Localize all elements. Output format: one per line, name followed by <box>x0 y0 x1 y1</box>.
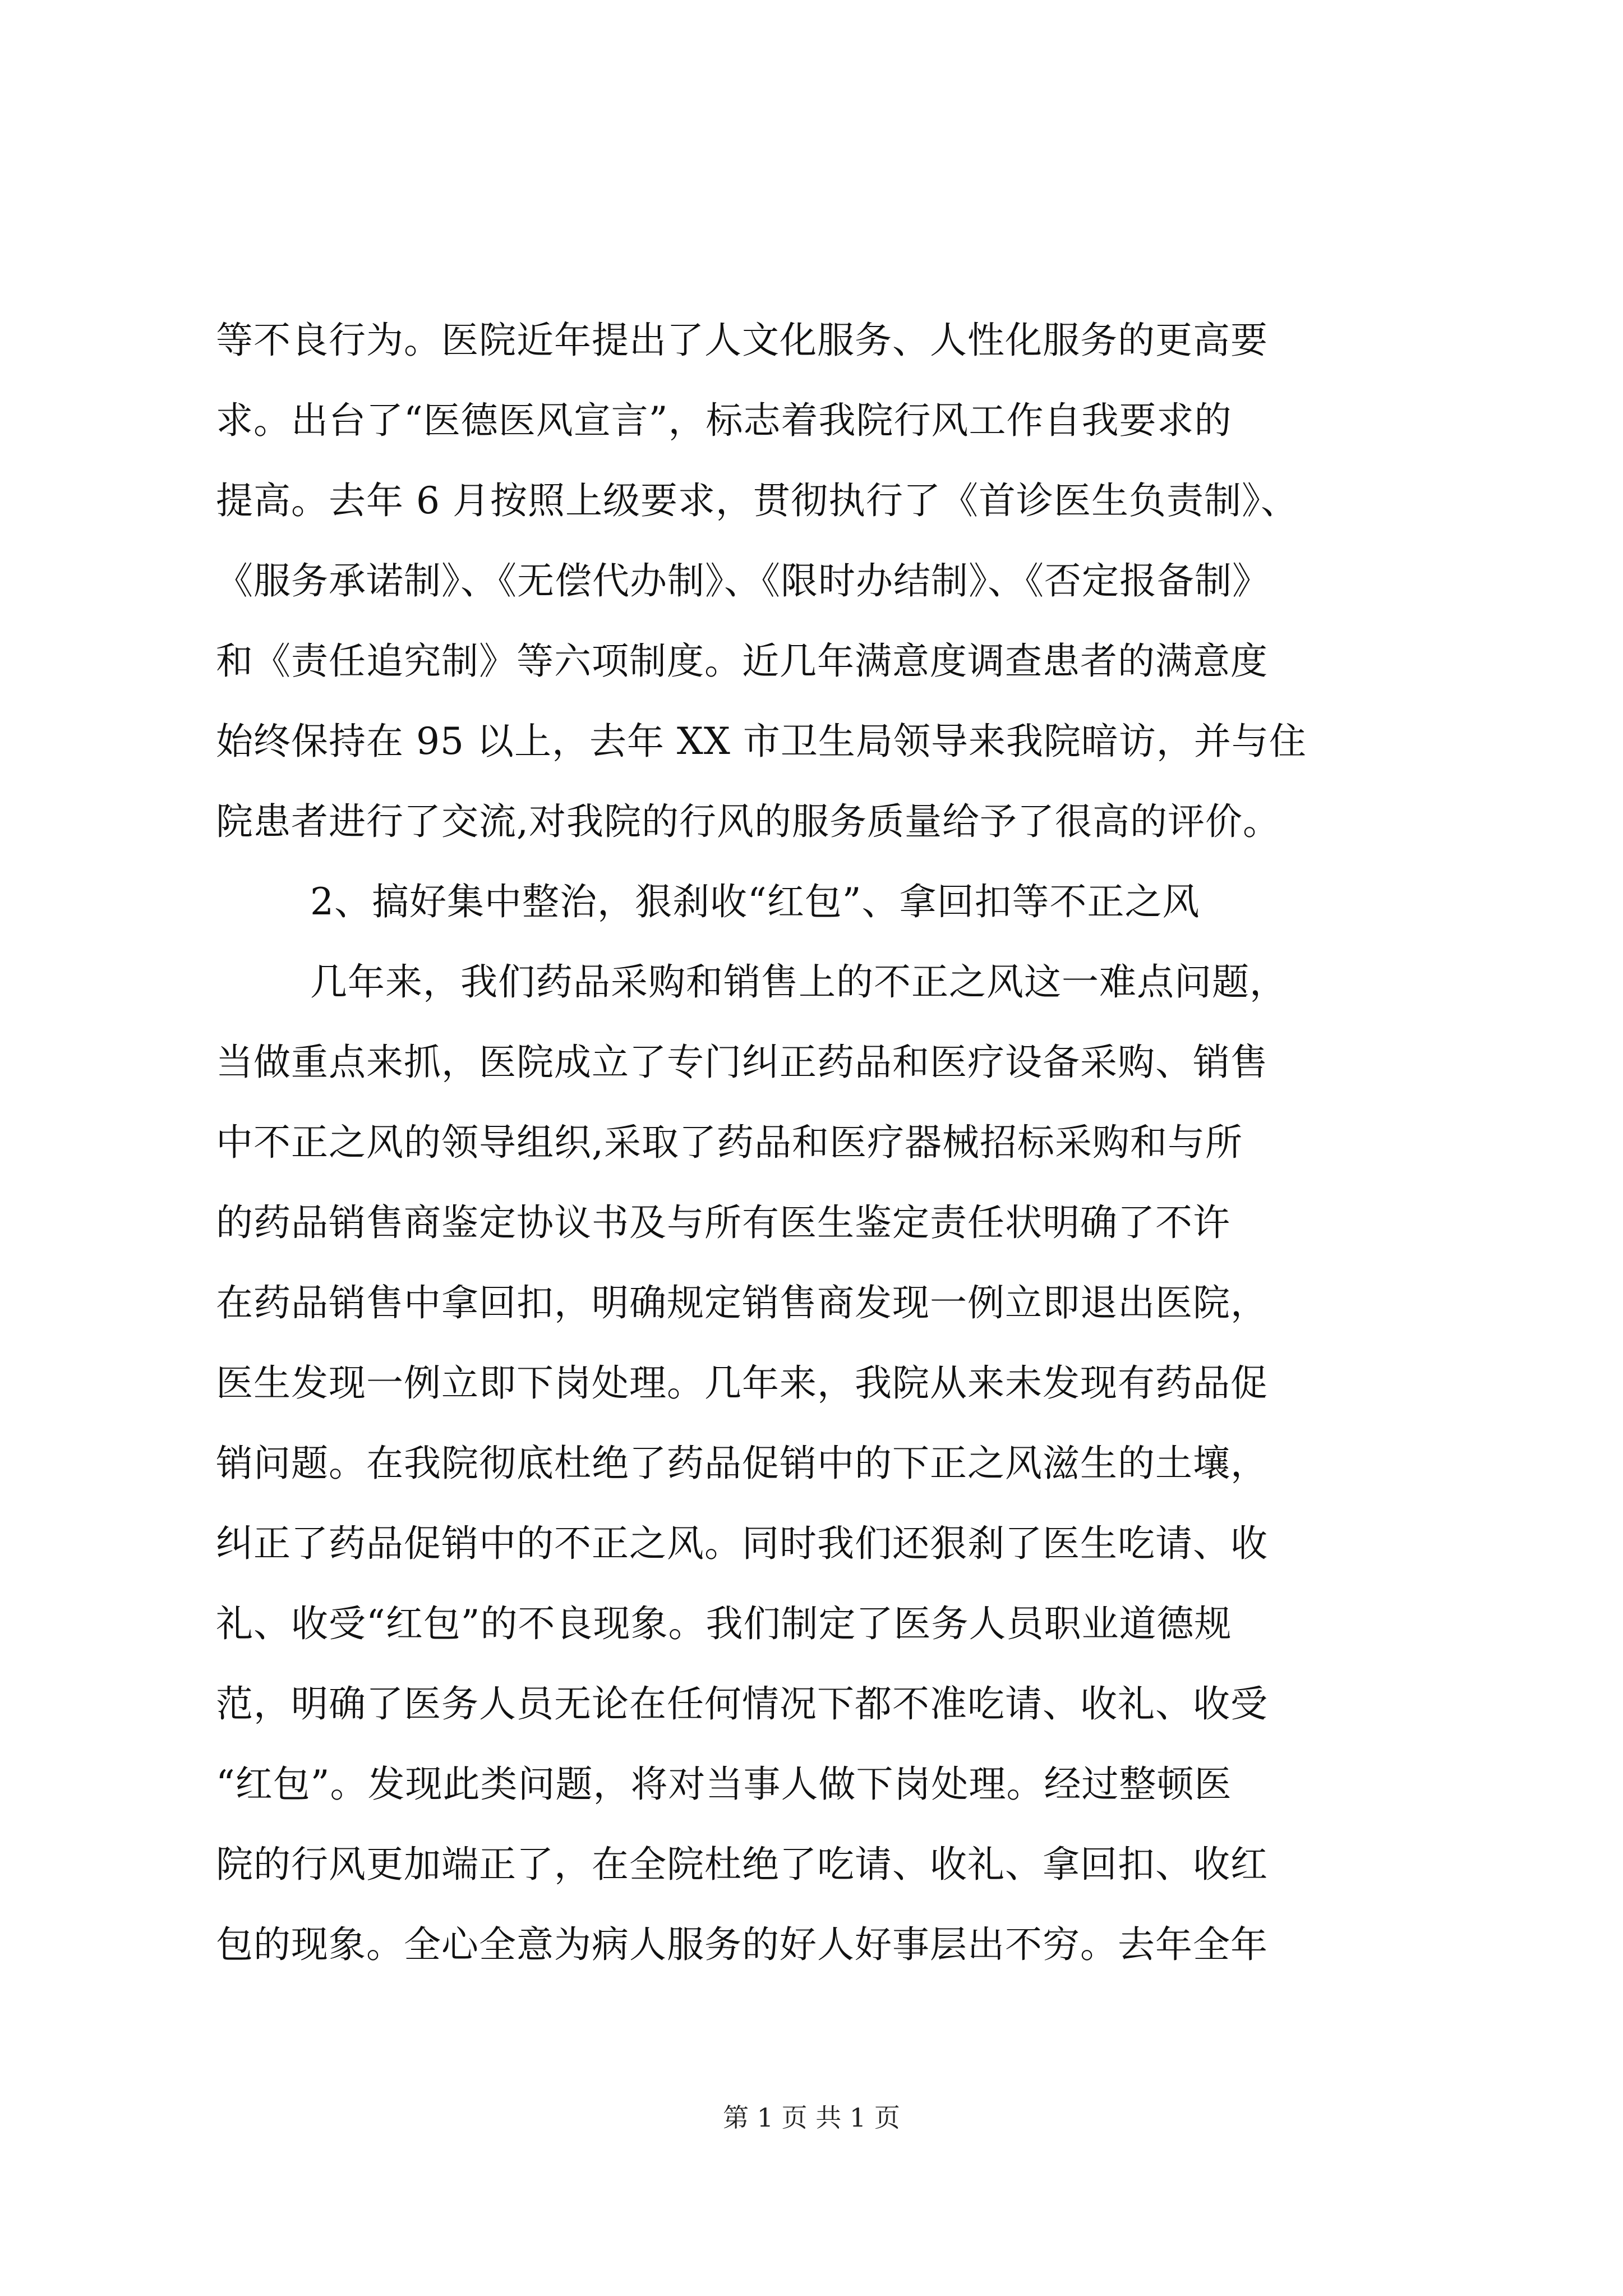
paragraph-2-line: 纠正了药品促销中的不正之风。同时我们还狠刹了医生吃请、收 <box>216 1522 1268 1565</box>
paragraph-1-line: 《服务承诺制》、《无偿代办制》、《限时办结制》、《否定报备制》 <box>216 559 1270 602</box>
paragraph-2-line: 几年来，我们药品采购和销售上的不正之风这一难点问题， <box>310 960 1287 1004</box>
paragraph-1-line: 始终保持在 95 以上，去年 XX 市卫生局领导来我院暗访，并与住 <box>216 720 1307 763</box>
section-heading: 2、搞好集中整治，狠刹收“红包”、拿回扣等不正之风 <box>310 880 1200 923</box>
page-number-footer: 第 1 页 共 1 页 <box>723 2102 900 2133</box>
paragraph-2-line: 中不正之风的领导组织,采取了药品和医疗器械招标采购和与所 <box>216 1121 1243 1164</box>
paragraph-2-line: 包的现象。全心全意为病人服务的好人好事层出不穷。去年全年 <box>216 1923 1268 1966</box>
paragraph-1-line: 院患者进行了交流,对我院的行风的服务质量给予了很高的评价。 <box>216 800 1280 843</box>
paragraph-2-line: “红包”。发现此类问题，将对当事人做下岗处理。经过整顿医 <box>216 1763 1232 1806</box>
paragraph-1-line: 求。出台了“医德医风宣言”，标志着我院行风工作自我要求的 <box>216 399 1232 442</box>
paragraph-2-line: 当做重点来抓，医院成立了专门纠正药品和医疗设备采购、销售 <box>216 1041 1268 1084</box>
paragraph-1-line: 提高。去年 6 月按照上级要求，贯彻执行了《首诊医生负责制》、 <box>216 479 1298 522</box>
paragraph-2-line: 在药品销售中拿回扣，明确规定销售商发现一例立即退出医院， <box>216 1281 1268 1324</box>
paragraph-1-line: 等不良行为。医院近年提出了人文化服务、人性化服务的更高要 <box>216 319 1268 362</box>
document-body <box>216 300 1472 1985</box>
paragraph-2-line: 销问题。在我院彻底杜绝了药品促销中的下正之风滋生的土壤， <box>216 1442 1268 1485</box>
paragraph-1-line: 和《责任追究制》等六项制度。近几年满意度调查患者的满意度 <box>216 639 1268 683</box>
paragraph-2-line: 院的行风更加端正了，在全院杜绝了吃请、收礼、拿回扣、收红 <box>216 1843 1268 1886</box>
paragraph-2-line: 礼、收受“红包”的不良现象。我们制定了医务人员职业道德规 <box>216 1602 1232 1645</box>
paragraph-2-line: 的药品销售商鉴定协议书及与所有医生鉴定责任状明确了不许 <box>216 1201 1230 1244</box>
paragraph-2-line: 范，明确了医务人员无论在任何情况下都不准吃请、收礼、收受 <box>216 1682 1268 1726</box>
paragraph-2-line: 医生发现一例立即下岗处理。几年来，我院从来未发现有药品促 <box>216 1361 1268 1405</box>
